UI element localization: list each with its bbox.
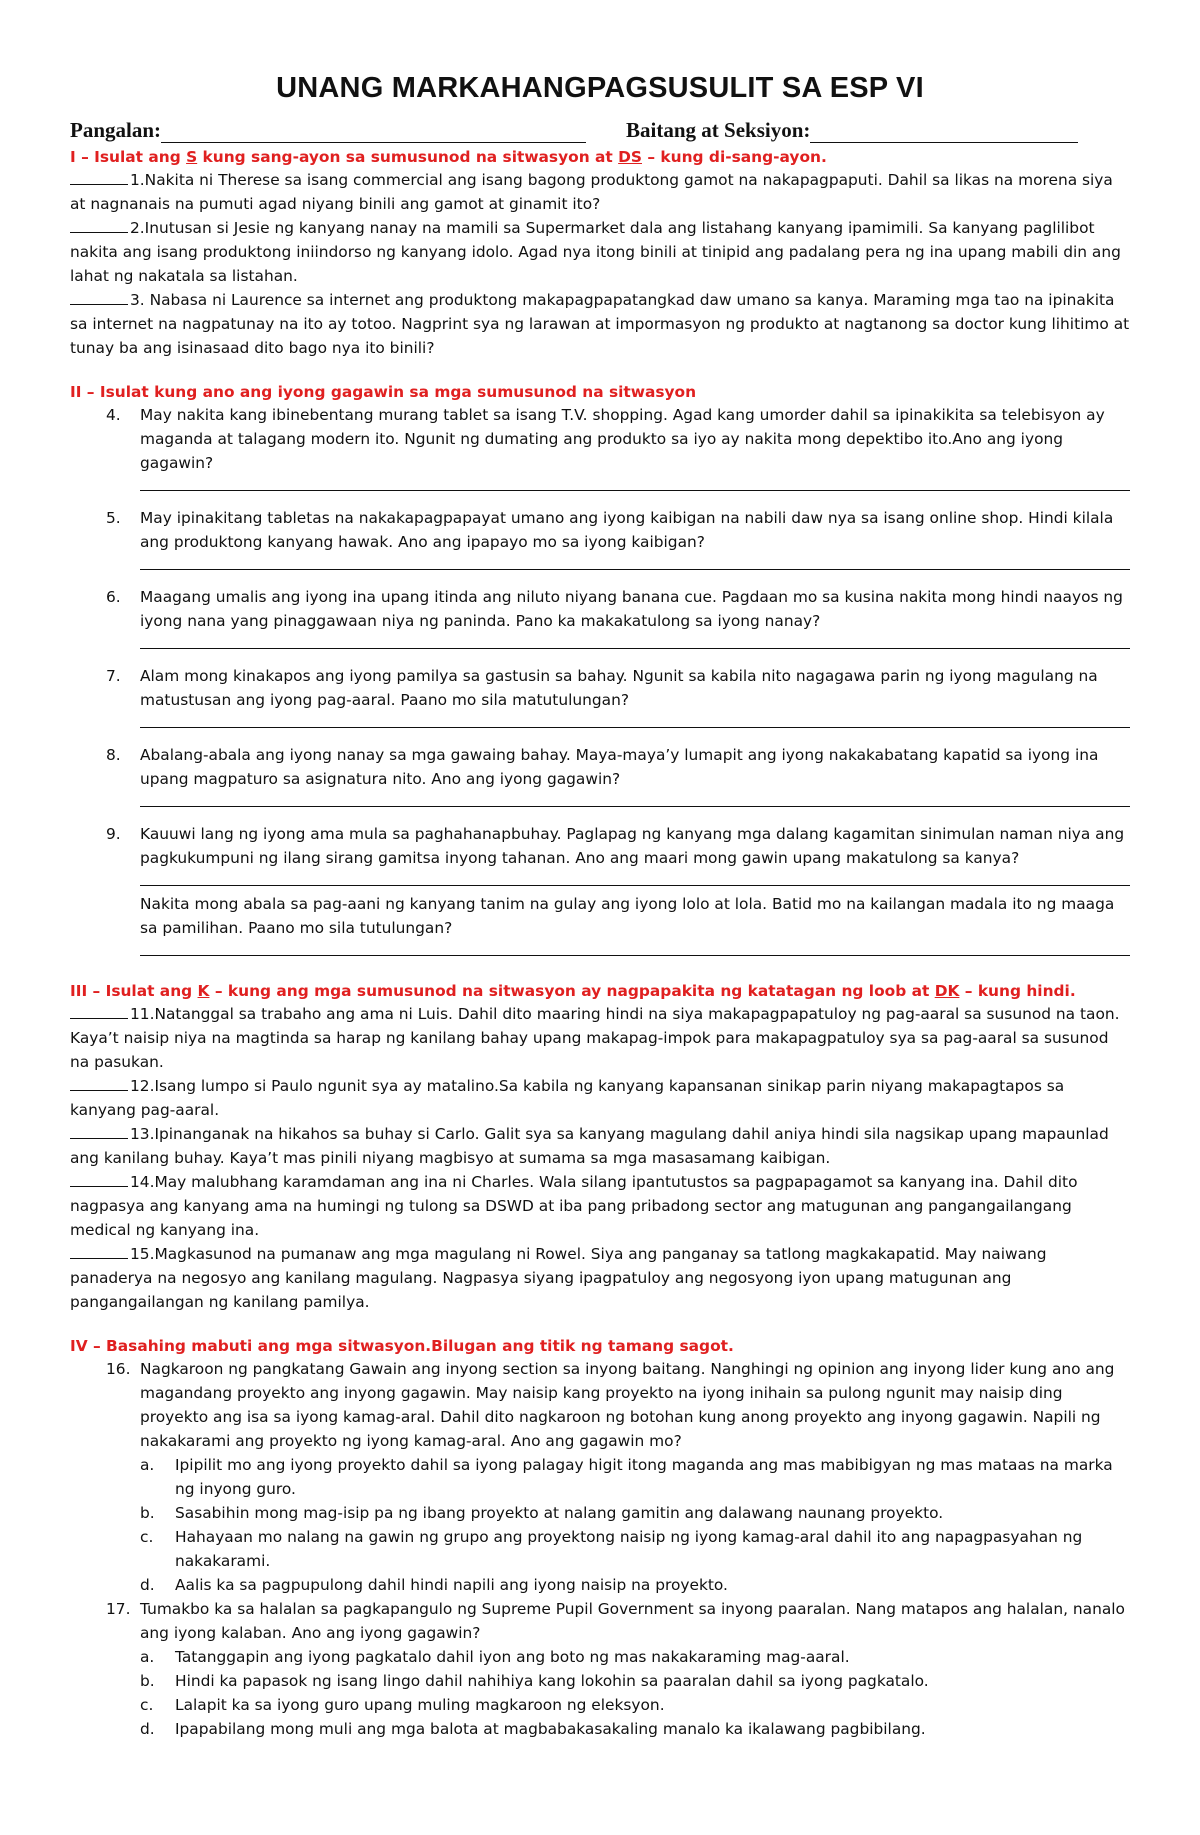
section-2-item: 9. Kauuwi lang ng iyong ama mula sa paghahanapbuhay. Paglapag ng kanyang mga dalang kagamitan sinimulan naman niya ang pagkukumpuni ng ilang sirang gamitsa inyong tahanan. Ano ang maari mong gawin upang makatulong sa kanya?	[106, 825, 1125, 867]
mc-option[interactable]: c. Lalapit ka sa iyong guro upang muling magkaroon ng eleksyon.	[140, 1696, 665, 1714]
grade-section-label: Baitang at Seksiyon:	[626, 118, 811, 142]
section-2-item: Nakita mong abala sa pag-aani ng kanyang tanim na gulay ang iyong lolo at lola. Batid mo na kailangan madala ito ng maaga sa pamilihan. Paano mo sila tutulungan?	[140, 895, 1115, 937]
mc-question: 16. Nagkaroon ng pangkatang Gawain ang inyong section sa inyong baitang. Nanghingi ng opinion ang inyong lider kung ano ang magandang proyekto ang inyong gagawin. May naisip kang proyekto na iyong inihain sa pulong ngunit may naisip ding proyekto ang isa sa iyong kamag-aral. Dahil dito nagkaroon ng botohan kung anong proyekto ang inyong gagawin. Napili ng nakakarami ang proyekto ng iyong kamag-aral. Ano ang gagawin mo?	[106, 1360, 1115, 1450]
grade-section-field-line[interactable]	[810, 122, 1078, 143]
section-3-item: 14.May malubhang karamdaman ang ina ni Charles. Wala silang ipantutustos sa pagpapagamot sa kanyang ina. Dahil dito nagpasya ang kanyang ama na humingi ng tulong sa DSWD at iba pang pribadong sector ang matugunan ang pangangailangang medical ng kanyang ina.	[70, 1173, 1078, 1239]
answer-line[interactable]	[140, 794, 1130, 807]
answer-blank[interactable]	[70, 1076, 128, 1091]
section-2-list	[70, 403, 1130, 956]
section-1-item: 3. Nabasa ni Laurence sa internet ang produktong makapagpapatangkad daw umano sa kanya. Maraming mga tao na ipinakita sa internet na nagpatunay na ito ay totoo. Nagprint sya ng larawan at impormasyon ng produkto at nagtanong sa doctor kung lihitimo at tunay ba ang isinasaad dito bago nya ito binili?	[70, 291, 1130, 357]
section-1-heading: I – Isulat ang S kung sang-ayon sa sumusunod na sitwasyon at DS – kung di-sang-ayon.	[70, 148, 827, 166]
mc-option[interactable]: a. Ipipilit mo ang iyong proyekto dahil sa iyong palagay higit itong maganda ang mas mabibigyan ng mas mataas na marka ng inyong guro.	[140, 1456, 1113, 1498]
name-label: Pangalan:	[70, 118, 162, 142]
answer-line[interactable]	[140, 873, 1130, 886]
answer-line[interactable]	[140, 557, 1130, 570]
section-3-item: 11.Natanggal sa trabaho ang ama ni Luis. Dahil dito maaring hindi na siya makapagpapatuloy ng pag-aaral sa susunod na taon. Kaya’t naisip niya na magtinda sa harap ng kanilang bahay upang makapag-impok para makapagpatuloy sya sa pag-aaral sa susunod na pasukan.	[70, 1005, 1120, 1071]
section-1-item: 1.Nakita ni Therese sa isang commercial ang isang bagong produktong gamot na nakapagpaputi. Dahil sa likas na morena siya at nagnanais na pumuti agad niyang binili ang gamot at ginamit ito?	[70, 171, 1113, 213]
section-2-item: 4. May nakita kang ibinebentang murang tablet sa isang T.V. shopping. Agad kang umorder dahil sa ipinakikita sa telebisyon ay maganda at talagang modern ito. Ngunit ng dumating ang produkto sa iyo ay nakita mong depektibo ito.Ano ang iyong gagawin?	[106, 406, 1105, 472]
section-2-item: 7. Alam mong kinakapos ang iyong pamilya sa gastusin sa bahay. Ngunit sa kabila nito nagagawa parin ng iyong magulang na matustusan ang iyong pag-aaral. Paano mo sila matutulungan?	[106, 667, 1098, 709]
answer-blank[interactable]	[70, 218, 128, 233]
answer-blank[interactable]	[70, 170, 128, 185]
answer-line[interactable]	[140, 943, 1130, 956]
section-4-heading: IV – Basahing mabuti ang mga sitwasyon.Bilugan ang titik ng tamang sagot.	[70, 1337, 734, 1355]
mc-option[interactable]: a. Tatanggapin ang iyong pagkatalo dahil iyon ang boto ng mas nakakaraming mag-aaral.	[140, 1648, 850, 1666]
answer-line[interactable]	[140, 478, 1130, 491]
section-1-item: 2.Inutusan si Jesie ng kanyang nanay na mamili sa Supermarket dala ang listahang kanyang ipamimili. Sa kanyang paglilibot nakita ang isang produktong iniindorso ng kanyang idolo. Agad nya itong binili at tinipid ang padalang pera ng ina upang mabili din ang lahat ng nakatala sa listahan.	[70, 219, 1121, 285]
header-fields	[70, 115, 1130, 143]
worksheet-page	[70, 72, 1130, 1741]
name-field-line[interactable]	[161, 122, 586, 143]
mc-question: 17. Tumakbo ka sa halalan sa pagkapangulo ng Supreme Pupil Government sa inyong paaralan. Nang matapos ang halalan, nanalo ang iyong kalaban. Ano ang iyong gagawin?	[106, 1600, 1125, 1642]
section-3-item: 15.Magkasunod na pumanaw ang mga magulang ni Rowel. Siya ang panganay sa tatlong magkakapatid. May naiwang panaderya na negosyo ang kanilang magulang. Nagpasya siyang ipagpatuloy ang negosyong iyon upang matugunan ang pangangailangan ng kanilang pamilya.	[70, 1245, 1047, 1311]
mc-option[interactable]: c. Hahayaan mo nalang na gawin ng grupo ang proyektong naisip ng iyong kamag-aral dahil ito ang napagpasyahan ng nakakarami.	[140, 1528, 1083, 1570]
mc-option[interactable]: d. Aalis ka sa pagpupulong dahil hindi napili ang iyong naisip na proyekto.	[140, 1576, 728, 1594]
mc-option[interactable]: d. Ipapabilang mong muli ang mga balota at magbabakasakaling manalo ka ikalawang pagbibilang.	[140, 1720, 926, 1738]
answer-blank[interactable]	[70, 1244, 128, 1259]
section-3-heading: III – Isulat ang K – kung ang mga sumusunod na sitwasyon ay nagpapakita ng katatagan ng loob at DK – kung hindi.	[70, 982, 1076, 1000]
answer-blank[interactable]	[70, 290, 128, 305]
answer-line[interactable]	[140, 636, 1130, 649]
section-2-item: 8. Abalang-abala ang iyong nanay sa mga gawaing bahay. Maya-maya’y lumapit ang iyong nakakabatang kapatid sa iyong ina upang magpaturo sa asignatura nito. Ano ang iyong gagawin?	[106, 746, 1099, 788]
section-2-item: 5. May ipinakitang tabletas na nakakapagpapayat umano ang iyong kaibigan na nabili daw nya sa isang online shop. Hindi kilala ang produktong kanyang hawak. Ano ang ipapayo mo sa iyong kaibigan?	[106, 509, 1114, 551]
section-3-item: 13.Ipinanganak na hikahos sa buhay si Carlo. Galit sya sa kanyang magulang dahil aniya hindi sila nagsikap upang mapaunlad ang kanilang buhay. Kaya’t mas pinili niyang magbisyo at sumama sa mga masasamang kaibigan.	[70, 1125, 1109, 1167]
section-3-item: 12.Isang lumpo si Paulo ngunit sya ay matalino.Sa kabila ng kanyang kapansanan sinikap parin niyang makapagtapos sa kanyang pag-aaral.	[70, 1077, 1065, 1119]
answer-blank[interactable]	[70, 1124, 128, 1139]
page-title: UNANG MARKAHANGPAGSUSULIT SA ESP VI	[276, 72, 924, 104]
answer-blank[interactable]	[70, 1172, 128, 1187]
section-2-item: 6. Maagang umalis ang iyong ina upang itinda ang niluto niyang banana cue. Pagdaan mo sa kusina nakita mong hindi naayos ng iyong nana yang pinaggawaan niya ng paninda. Pano ka makakatulong sa iyong nanay?	[106, 588, 1123, 630]
section-2-heading: II – Isulat kung ano ang iyong gagawin sa mga sumusunod na sitwasyon	[70, 383, 697, 401]
mc-option[interactable]: b. Hindi ka papasok ng isang lingo dahil nahihiya kang lokohin sa paaralan dahil sa iyong pagkatalo.	[140, 1672, 929, 1690]
mc-option[interactable]: b. Sasabihin mong mag-isip pa ng ibang proyekto at nalang gamitin ang dalawang naunang proyekto.	[140, 1504, 944, 1522]
answer-blank[interactable]	[70, 1004, 128, 1019]
answer-line[interactable]	[140, 715, 1130, 728]
